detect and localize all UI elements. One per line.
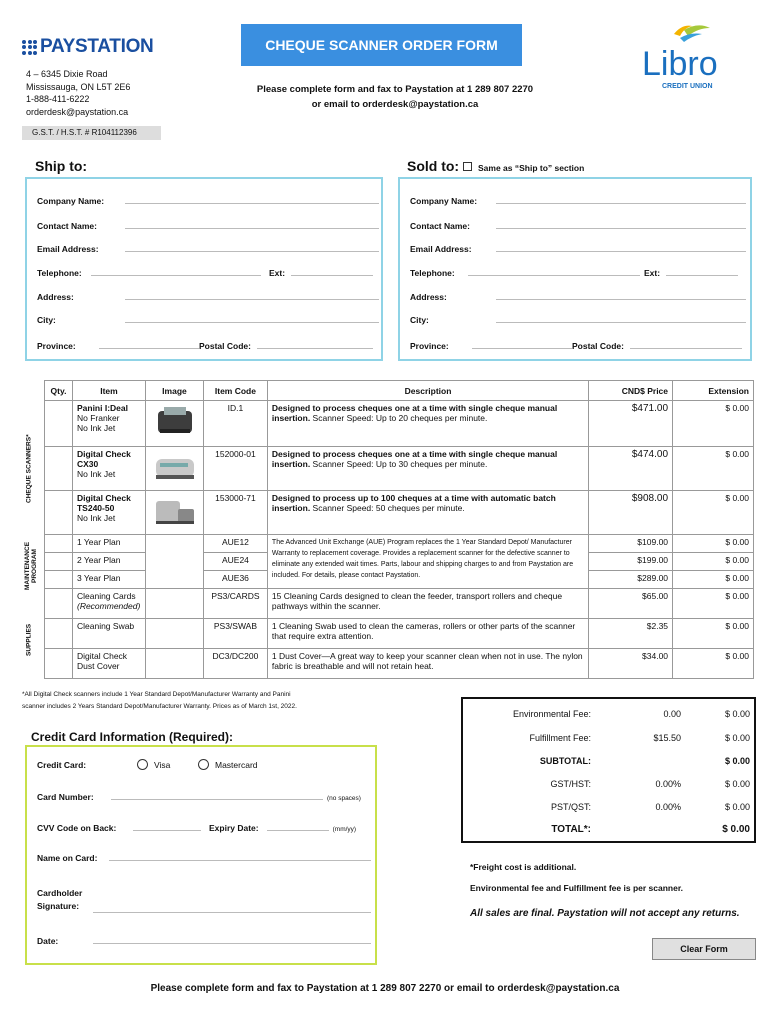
description-cell: Designed to process cheques one at a time with single cheque manual insertion. Scanner Speed: Up to 20 cheques per minute. bbox=[267, 401, 588, 447]
extension-cell: $ 0.00 bbox=[673, 535, 754, 553]
ship-ext-input[interactable] bbox=[291, 266, 373, 276]
instruction-line: or email to orderdesk@paystation.ca bbox=[311, 99, 479, 110]
visa-radio[interactable] bbox=[137, 759, 148, 770]
table-row bbox=[45, 589, 754, 619]
qty-cell[interactable] bbox=[45, 401, 73, 447]
sold-telephone-input[interactable] bbox=[468, 266, 640, 276]
summary-row: PST/QST: 0.00% $ 0.00 bbox=[550, 801, 750, 812]
paystation-logo bbox=[22, 36, 153, 58]
col-qty: Qty. bbox=[45, 381, 73, 401]
telephone-label: Telephone: bbox=[37, 268, 82, 278]
sold-to-heading: Sold to: bbox=[407, 158, 460, 174]
item-code-cell: AUE24 bbox=[203, 553, 267, 571]
expiry-input[interactable] bbox=[267, 821, 329, 831]
sold-email-input[interactable] bbox=[496, 242, 746, 252]
sold-ext-input[interactable] bbox=[666, 266, 738, 276]
price-cell: $109.00 bbox=[589, 535, 673, 553]
description-cell: 1 Cleaning Swab used to clean the cameras, rollers or other parts of the scanner that require extra attention. bbox=[267, 619, 588, 649]
province-label: Province: bbox=[37, 341, 76, 351]
image-empty bbox=[145, 589, 203, 619]
product-image bbox=[145, 447, 203, 491]
mastercard-radio[interactable] bbox=[198, 759, 209, 770]
group-label-scanners: CHEQUE SCANNERS* bbox=[25, 434, 33, 504]
item-code-cell: DC3/DC200 bbox=[203, 649, 267, 679]
ship-address-input[interactable] bbox=[125, 290, 379, 300]
sold-city-input[interactable] bbox=[496, 313, 746, 323]
description-cell: 1 Dust Cover—A great way to keep your scanner clean when not in use. The nylon fabric is breathable and will not retain heat. bbox=[267, 649, 588, 679]
summary-row: GST/HST: 0.00% $ 0.00 bbox=[550, 778, 750, 789]
freight-note: *Freight cost is additional. bbox=[470, 862, 577, 872]
group-label-supplies: SUPPLIES bbox=[25, 623, 33, 657]
footnote-line: scanner includes 2 Years Standard Depot/Manufacturer Warranty. Prices as of March 1st, 2022. bbox=[22, 703, 297, 710]
table-row bbox=[45, 535, 754, 553]
extension-cell: $ 0.00 bbox=[673, 553, 754, 571]
qty-cell[interactable] bbox=[45, 619, 73, 649]
price-cell: $199.00 bbox=[589, 553, 673, 571]
summary-row: Fulfillment Fee: $15.50 $ 0.00 bbox=[529, 732, 750, 743]
ship-email-input[interactable] bbox=[125, 242, 379, 252]
order-summary bbox=[461, 697, 756, 843]
sold-to-box bbox=[398, 177, 752, 361]
address-line: Mississauga, ON L5T 2E6 bbox=[26, 81, 131, 92]
ship-to-heading: Ship to: bbox=[35, 158, 88, 174]
item-cell: Digital Check TS240-50 No Ink Jet bbox=[72, 491, 145, 535]
price-cell: $474.00 bbox=[589, 447, 673, 491]
extension-cell: $ 0.00 bbox=[673, 401, 754, 447]
sold-company-input[interactable] bbox=[496, 194, 746, 204]
qty-cell[interactable] bbox=[45, 553, 73, 571]
bottom-instructions: Please complete form and fax to Paystation at 1 289 807 2270 or email to orderdesk@paystation.ca bbox=[150, 983, 620, 994]
extension-cell: $ 0.00 bbox=[673, 649, 754, 679]
description-cell: 15 Cleaning Cards designed to clean the feeder, transport rollers and cheque pathways within the scanner. bbox=[267, 589, 588, 619]
footnote-line: *All Digital Check scanners include 1 Year Standard Depot/Manufacturer Warranty and Panini bbox=[22, 691, 291, 698]
email-label: Email Address: bbox=[37, 244, 99, 254]
returns-note: All sales are final. Paystation will not accept any returns. bbox=[470, 908, 740, 919]
ship-company-input[interactable] bbox=[125, 194, 379, 204]
sold-contact-input[interactable] bbox=[496, 219, 746, 229]
qty-cell[interactable] bbox=[45, 649, 73, 679]
item-cell: 3 Year Plan bbox=[72, 571, 145, 589]
col-description: Description bbox=[267, 381, 588, 401]
sold-postal-input[interactable] bbox=[630, 339, 742, 349]
item-code-cell: PS3/CARDS bbox=[203, 589, 267, 619]
clear-form-button[interactable]: Clear Form bbox=[652, 938, 756, 960]
scanner-image bbox=[150, 403, 198, 439]
telephone-label: Telephone: bbox=[410, 268, 455, 278]
contact-label: Contact Name: bbox=[410, 221, 470, 231]
credit-card-heading: Credit Card Information (Required): bbox=[31, 730, 234, 744]
table-row bbox=[45, 491, 754, 535]
instruction-line: Please complete form and fax to Paystation at 1 289 807 2270 bbox=[256, 84, 534, 95]
item-cell: 1 Year Plan bbox=[72, 535, 145, 553]
sold-province-input[interactable] bbox=[472, 339, 572, 349]
company-label: Company Name: bbox=[410, 196, 478, 206]
item-cell: Cleaning Cards (Recommended) bbox=[72, 589, 145, 619]
price-cell: $289.00 bbox=[589, 571, 673, 589]
libro-tagline: CREDIT UNION bbox=[662, 83, 713, 90]
address-label: Address: bbox=[37, 292, 74, 302]
col-item: Item bbox=[72, 381, 145, 401]
product-image bbox=[145, 491, 203, 535]
item-cell: Cleaning Swab bbox=[72, 619, 145, 649]
email-label: Email Address: bbox=[410, 244, 472, 254]
table-row bbox=[45, 401, 754, 447]
gst-number: G.S.T. / H.S.T. # R104112396 bbox=[22, 126, 161, 140]
credit-card-label: Credit Card: bbox=[37, 759, 87, 770]
company-label: Company Name: bbox=[37, 196, 105, 206]
price-cell: $2.35 bbox=[589, 619, 673, 649]
extension-cell: $ 0.00 bbox=[673, 619, 754, 649]
ship-province-input[interactable] bbox=[99, 339, 199, 349]
summary-row: Environmental Fee: 0.00 $ 0.00 bbox=[512, 708, 750, 719]
date-input[interactable] bbox=[93, 934, 371, 944]
fee-note: Environmental fee and Fulfillment fee is per scanner. bbox=[470, 883, 684, 893]
signature-input[interactable] bbox=[93, 903, 371, 913]
price-cell: $471.00 bbox=[589, 401, 673, 447]
table-row bbox=[45, 619, 754, 649]
col-item-code: Item Code bbox=[203, 381, 267, 401]
col-price: CND$ Price bbox=[589, 381, 673, 401]
group-label-maintenance: MAINTENANCE PROGRAM bbox=[24, 541, 38, 591]
qty-cell[interactable] bbox=[45, 535, 73, 553]
same-as-label: Same as “Ship to” section bbox=[478, 163, 585, 173]
form-title: CHEQUE SCANNER ORDER FORM bbox=[241, 24, 522, 66]
price-cell: $908.00 bbox=[589, 491, 673, 535]
description-cell: Designed to process up to 100 cheques at a time with automatic batch insertion. Scanner Speed: 50 cheques per minute. bbox=[267, 491, 588, 535]
signature-label: Cardholder Signature: bbox=[37, 888, 83, 911]
address-email: orderdesk@paystation.ca bbox=[26, 106, 129, 117]
item-cell: Digital Check Dust Cover bbox=[72, 649, 145, 679]
item-cell: Digital Check CX30 No Ink Jet bbox=[72, 447, 145, 491]
extension-cell: $ 0.00 bbox=[673, 447, 754, 491]
col-extension: Extension bbox=[673, 381, 754, 401]
table-row bbox=[45, 649, 754, 679]
instructions bbox=[215, 82, 575, 112]
footnote bbox=[22, 689, 297, 713]
postal-label: Postal Code: bbox=[199, 341, 251, 351]
item-code-cell: PS3/SWAB bbox=[203, 619, 267, 649]
sold-address-input[interactable] bbox=[496, 290, 746, 300]
ext-label: Ext: bbox=[644, 268, 661, 278]
price-cell: $65.00 bbox=[589, 589, 673, 619]
scanner-image bbox=[150, 493, 198, 529]
item-code-cell: 152000-01 bbox=[203, 447, 267, 491]
libro-logo bbox=[640, 20, 740, 92]
ship-city-input[interactable] bbox=[125, 313, 379, 323]
order-items-table bbox=[44, 380, 754, 679]
summary-total-row: TOTAL*: $ 0.00 bbox=[551, 824, 750, 835]
name-on-card-label: Name on Card: bbox=[37, 853, 98, 863]
province-label: Province: bbox=[410, 341, 449, 351]
price-cell: $34.00 bbox=[589, 649, 673, 679]
contact-label: Contact Name: bbox=[37, 221, 97, 231]
credit-card-box bbox=[25, 745, 377, 965]
postal-label: Postal Code: bbox=[572, 341, 624, 351]
ship-telephone-input[interactable] bbox=[91, 266, 261, 276]
description-cell: Designed to process cheques one at a time with single cheque manual insertion. Scanner Speed: Up to 30 cheques per minute. bbox=[267, 447, 588, 491]
address-line: 4 – 6345 Dixie Road bbox=[26, 69, 108, 79]
libro-wordmark: Libro bbox=[642, 45, 718, 83]
qty-cell[interactable] bbox=[45, 491, 73, 535]
item-code-cell: ID.1 bbox=[203, 401, 267, 447]
item-code-cell: AUE12 bbox=[203, 535, 267, 553]
name-on-card-input[interactable] bbox=[109, 851, 371, 861]
city-label: City: bbox=[37, 315, 56, 325]
extension-cell: $ 0.00 bbox=[673, 571, 754, 589]
qty-cell[interactable] bbox=[45, 447, 73, 491]
qty-cell[interactable] bbox=[45, 571, 73, 589]
item-cell: 2 Year Plan bbox=[72, 553, 145, 571]
paystation-wordmark: PAYSTATION bbox=[40, 36, 154, 57]
ship-contact-input[interactable] bbox=[125, 219, 379, 229]
address-phone: 1-888-411-6222 bbox=[26, 94, 90, 104]
date-label: Date: bbox=[37, 936, 59, 946]
image-empty bbox=[145, 649, 203, 679]
image-empty bbox=[145, 619, 203, 649]
image-empty bbox=[145, 535, 203, 589]
ship-to-box bbox=[25, 177, 383, 361]
mastercard-label: Mastercard bbox=[215, 759, 258, 770]
card-number-label: Card Number: bbox=[37, 792, 94, 802]
cvv-label: CVV Code on Back: bbox=[37, 823, 117, 833]
company-address bbox=[26, 68, 130, 118]
same-as-checkbox[interactable] bbox=[463, 162, 472, 171]
ship-postal-input[interactable] bbox=[257, 339, 373, 349]
col-image: Image bbox=[145, 381, 203, 401]
cvv-input[interactable] bbox=[133, 821, 201, 831]
plan-description: The Advanced Unit Exchange (AUE) Program replaces the 1 Year Standard Depot/ Manufacturer Warranty to replacement coverage. Provides a replacement scanner for the defective scanner to eliminate any extended wait times. Parts, labour and shipping charges to and from Paystation are included. For details, please contact Paystation. bbox=[267, 535, 588, 589]
table-header-row bbox=[45, 381, 754, 401]
visa-label: Visa bbox=[154, 759, 171, 770]
extension-cell: $ 0.00 bbox=[673, 589, 754, 619]
scanner-image bbox=[150, 449, 198, 485]
city-label: City: bbox=[410, 315, 429, 325]
address-label: Address: bbox=[410, 292, 447, 302]
qty-cell[interactable] bbox=[45, 589, 73, 619]
summary-row: SUBTOTAL: $ 0.00 bbox=[539, 755, 750, 766]
mmyy-hint: (mm/yy) bbox=[332, 826, 357, 833]
card-number-input[interactable] bbox=[111, 790, 323, 800]
item-cell: Panini I:Deal No Franker No Ink Jet bbox=[72, 401, 145, 447]
table-row bbox=[45, 447, 754, 491]
expiry-label: Expiry Date: bbox=[209, 823, 259, 833]
item-code-cell: 153000-71 bbox=[203, 491, 267, 535]
extension-cell: $ 0.00 bbox=[673, 491, 754, 535]
product-image bbox=[145, 401, 203, 447]
ext-label: Ext: bbox=[269, 268, 286, 278]
libro-sun-icon bbox=[640, 20, 740, 90]
item-code-cell: AUE36 bbox=[203, 571, 267, 589]
no-spaces-hint: (no spaces) bbox=[327, 795, 361, 802]
paystation-dots-icon bbox=[22, 40, 37, 55]
